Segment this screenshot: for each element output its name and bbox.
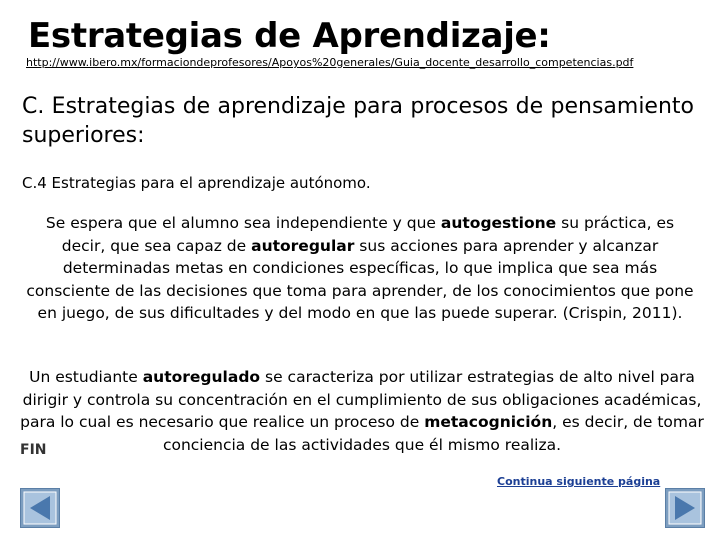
bold-term-autoregulado: autoregulado [142,368,261,386]
back-button[interactable] [20,488,60,528]
paragraph-text: Se espera que el alumno sea independiente y que [45,214,441,232]
fin-link[interactable]: FIN [20,442,47,458]
paragraph-autogestion [22,212,698,325]
bold-term-autogestione: autogestione [440,214,557,232]
paragraph-text: se caracteriza por utilizar estrategias de alto nivel para dirigir y controla su concentración en el cumplimiento de sus obligaciones académicas, para lo cual es necesario que realice un proceso de [20,368,702,431]
forward-button[interactable] [665,488,705,528]
bold-term-metacognicion: metacognición [424,413,553,431]
source-url-link[interactable]: http://www.ibero.mx/formaciondeprofesores/Apoyos%20generales/Guia_docente_desarrollo_competencias.pdf [26,56,634,69]
paragraph-autoregulado [14,366,710,456]
triangle-right-icon [665,488,705,528]
section-heading: C. Estrategias de aprendizaje para procesos de pensamiento superiores: [22,94,694,148]
slide-title: Estrategias de Aprendizaje: [28,16,551,56]
bold-term-autoregular: autoregular [251,236,355,255]
triangle-left-icon [20,488,60,528]
paragraph-text: su práctica, es decir, que sea capaz de [61,214,675,255]
paragraph-text: Un estudiante [29,368,143,386]
paragraph-text: sus acciones para aprender y alcanzar determinadas metas en condiciones específicas, lo que implica que sea más consciente de las decisiones que toma para aprender, de los conocimientos que pone en juego, de sus dificultades y del modo en que las puede superar. (Crispin, 2011). [26,236,694,322]
subsection-heading: C.4 Estrategias para el aprendizaje autónomo. [22,174,371,192]
continue-next-page-link[interactable]: Continua siguiente página [497,475,661,488]
paragraph-text: , es decir, de tomar conciencia de las actividades que él mismo realiza. [162,413,704,454]
